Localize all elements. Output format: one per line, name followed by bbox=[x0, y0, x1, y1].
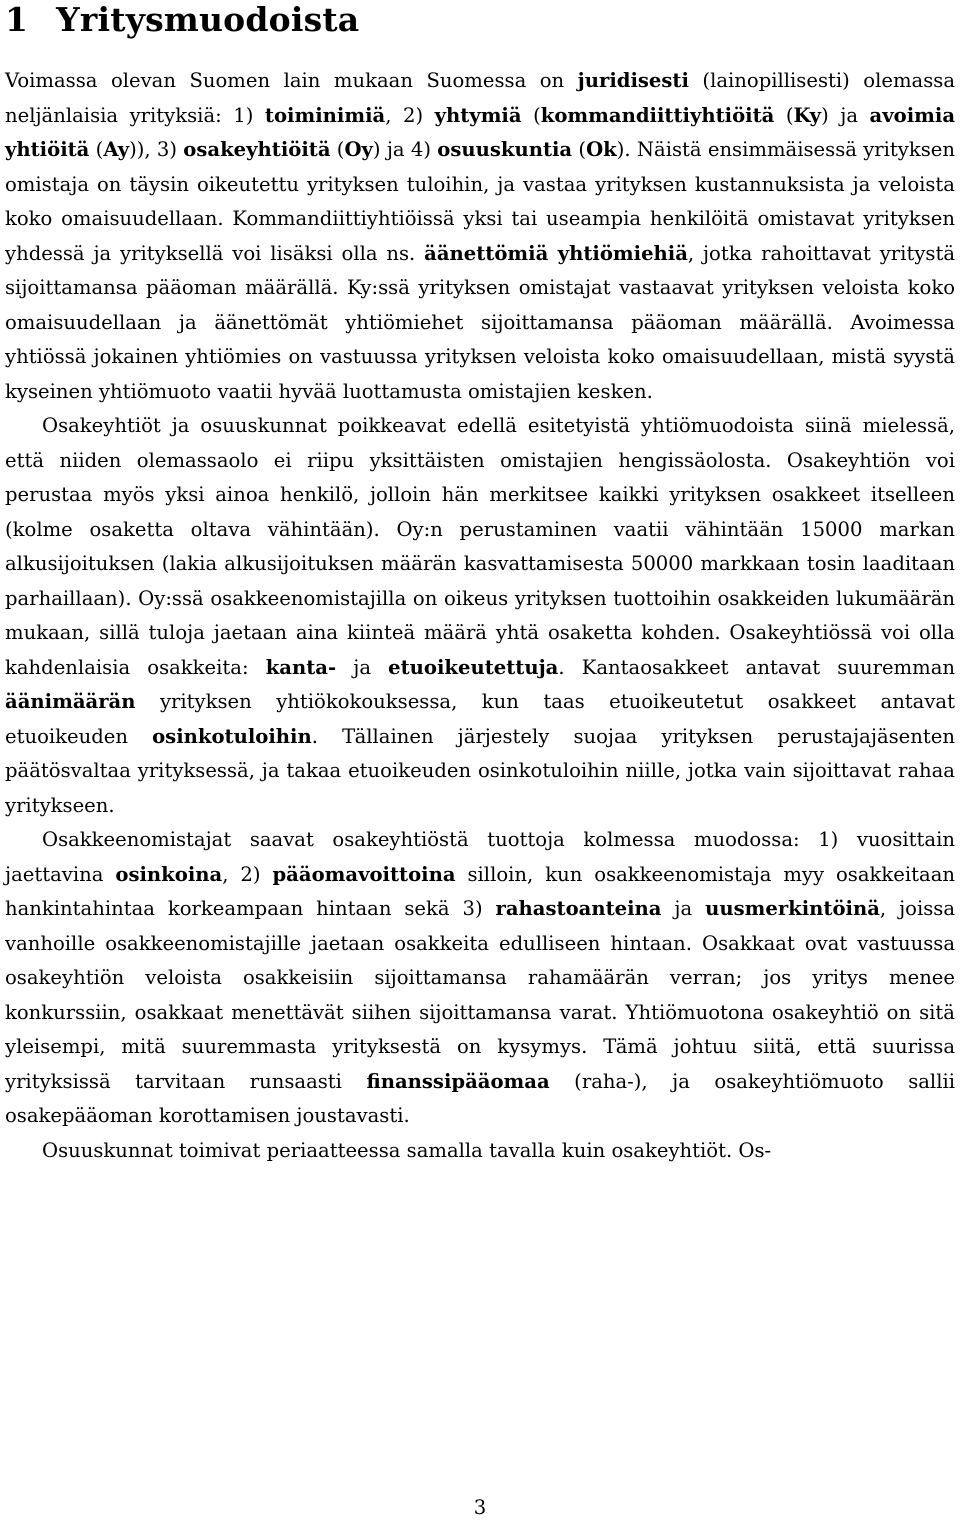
bold-term: Ay bbox=[103, 138, 130, 161]
bold-term: kanta- bbox=[265, 655, 337, 679]
bold-term: etuoikeutettuja bbox=[388, 655, 559, 679]
text-run: (raha-), ja osakeyhtiömuoto sallii osakepääoman korottamisen joustavasti. bbox=[5, 1069, 955, 1127]
bold-term: toiminimiä bbox=[264, 103, 386, 127]
text-run: Osakeyhtiöt ja osuuskunnat poikkeavat edellä esitetyistä yhtiömuodoista siinä mielessä, että niiden olemassaolo ei riipu yksittäisten omistajien hengissäolosta. Osakeyhtiön voi perustaa myös yksi ainoa henkilö, jolloin hän merkitsee kaikki yrityksen osakkeet itselleen (kolme osaketta oltava vähintään). Oy:n perustaminen vaatii vähintään 15000 markan alkusijoituksen (lakia alkusijoituksen määrän kasvattamisesta 50000 markkaan tosin laaditaan parhaillaan). Oy:ssä osakkeenomistajilla on oikeus yrityksen tuottoihin osakkeiden lukumäärän mukaan, sillä tuloja jaetaan aina kiinteä määrä yhtä osaketta kohden. Osakeyhtiössä voi olla kahdenlaisia osakkeita: bbox=[5, 414, 955, 679]
paragraph-4 bbox=[5, 1134, 955, 1169]
text-run: Osuuskunnat toimivat periaatteessa samalla tavalla kuin osakeyhtiöt. Os- bbox=[42, 1138, 772, 1162]
bold-term: äänimäärän bbox=[5, 690, 136, 713]
bold-term: osinkoina bbox=[115, 862, 223, 886]
text-run: ) ja 4) bbox=[372, 138, 438, 161]
bold-term: yhtymiä bbox=[434, 103, 522, 127]
text-run: ( bbox=[774, 103, 794, 127]
bold-term: äänettömiä yhtiömiehiä bbox=[424, 241, 688, 265]
text-run: ( bbox=[521, 103, 541, 127]
text-run: Voimassa olevan Suomen lain mukaan Suomessa on bbox=[5, 69, 578, 92]
text-run: ( bbox=[330, 138, 345, 161]
text-run: yrityksen yhtiökokouksessa, kun taas etuoikeutetut osakkeet antavat etuoikeuden bbox=[5, 690, 955, 748]
section-heading bbox=[5, 0, 955, 48]
bold-term: avoimia yhtiöitä bbox=[5, 103, 956, 161]
bold-term: finanssipääomaa bbox=[366, 1069, 550, 1093]
page-number: 3 bbox=[473, 1496, 487, 1519]
paragraph-2 bbox=[5, 409, 955, 823]
text-run: , joissa vanhoille osakkeenomistajille jaetaan osakkeita edulliseen hintaan. Osakkaat ovat vastuussa osakeyhtiön veloista osakkeisiin sijoittamansa rahamäärän verran; jos yritys menee konkurssiin, osakkaat menettävät siihen sijoittamansa varat. Yhtiömuotona osakeyhtiö on sitä yleisempi, mitä suuremmasta yrityksestä on kysymys. Tämä johtuu siitä, että suurissa yrityksissä tarvitaan runsaasti bbox=[5, 897, 955, 1093]
bold-term: rahastoanteina bbox=[495, 897, 662, 920]
text-run: ) ja bbox=[821, 103, 870, 127]
bold-term: Ky bbox=[793, 103, 822, 127]
bold-term: osinkotuloihin bbox=[152, 724, 312, 748]
text-run: Osakkeenomistajat saavat osakeyhtiöstä tuottoja kolmessa muodossa: 1) vuosittain jaettavina bbox=[5, 828, 955, 886]
text-run: , 2) bbox=[222, 862, 273, 886]
bold-term: kommandiittiyhtiöitä bbox=[540, 103, 775, 127]
text-run: ( bbox=[89, 138, 104, 161]
text-run: )), 3) bbox=[129, 138, 184, 161]
text-run: ( bbox=[572, 138, 587, 161]
text-run: ja bbox=[336, 655, 389, 679]
section-title: Yritysmuodoista bbox=[56, 0, 360, 39]
section-body bbox=[5, 64, 955, 1168]
paragraph-3 bbox=[5, 823, 955, 1134]
text-run: . Tällainen järjestely suojaa yrityksen perustajajäsenten päätösvaltaa yrityksessä, ja takaa etuoikeuden osinkotuloihin niille, jotka vain sijoittavat rahaa yritykseen. bbox=[5, 724, 955, 817]
bold-term: juridisesti bbox=[577, 69, 689, 92]
text-run: (lainopillisesti) olemassa neljänlaisia yrityksiä: 1) bbox=[5, 69, 955, 127]
document-page bbox=[5, 0, 955, 1527]
text-run: , jotka rahoittavat yritystä sijoittamansa pääoman määrällä. Ky:ssä yrityksen omistajat vastaavat yrityksen veloista koko omaisuudellaan ja äänettömät yhtiömiehet sijoittamansa pääoman määrällä. Avoimessa yhtiössä jokainen yhtiömies on vastuussa yrityksen veloista koko omaisuudellaan, mistä syystä kyseinen yhtiömuoto vaatii hyvää luottamusta omistajien kesken. bbox=[5, 241, 955, 403]
text-run: ja bbox=[661, 897, 706, 920]
text-run: silloin, kun osakkeenomistaja myy osakkeitaan hankintahintaa korkeampaan hintaan sekä 3) bbox=[5, 862, 956, 920]
bold-term: Oy bbox=[344, 138, 373, 161]
text-run: ). Näistä ensimmäisessä yrityksen omistaja on täysin oikeutettu yrityksen tuloihin, ja vastaa yrityksen kustannuksista ja veloista koko omaisuudellaan. Kommandiittiyhtiöissä yksi tai useampia henkilöitä omistavat yrityksen yhdessä ja yrityksellä voi lisäksi olla ns. bbox=[5, 138, 955, 265]
bold-term: osakeyhtiöitä bbox=[183, 138, 331, 161]
bold-term: pääomavoittoina bbox=[272, 862, 456, 886]
text-run: , 2) bbox=[385, 103, 435, 127]
text-run: . Kantaosakkeet antavat suuremman bbox=[558, 655, 956, 679]
bold-term: osuuskuntia bbox=[437, 138, 573, 161]
bold-term: uusmerkintöinä bbox=[705, 897, 880, 920]
bold-term: Ok bbox=[586, 138, 617, 161]
section-number: 1 bbox=[5, 0, 29, 39]
paragraph-1 bbox=[5, 64, 955, 409]
